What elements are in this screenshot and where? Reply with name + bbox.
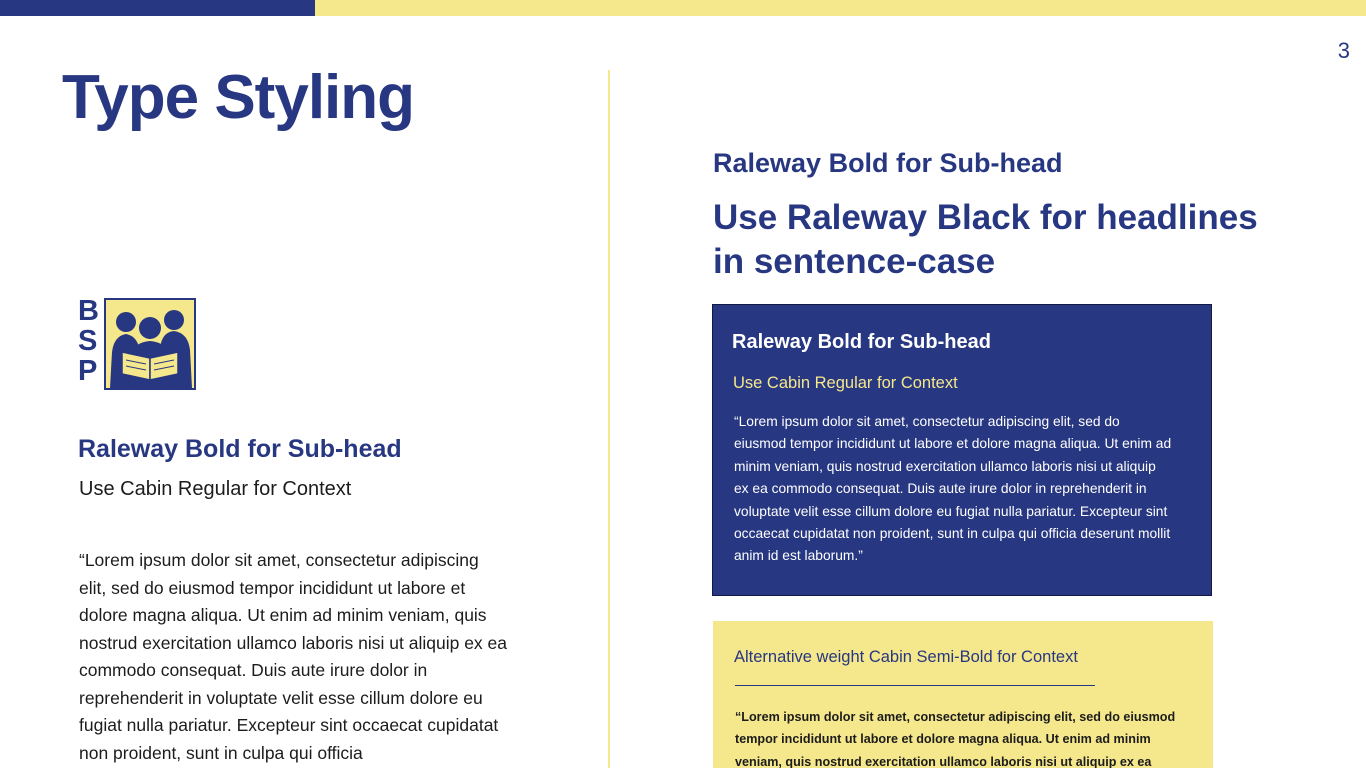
left-body-text: “Lorem ipsum dolor sit amet, consectetur adipiscing elit, sed do eiusmod tempor incididunt ut labore et dolore magna aliqua. Ut enim ad minim veniam, quis nostrud exercitation ullamco laboris nisi ut aliquip ex ea commodo consequat. Duis aute irure dolor in reprehenderit in voluptate velit esse cillum dolore eu fugiat nulla pariatur. Excepteur sint occaecat cupidatat non proident, sunt in culpa qui officia [79, 550, 508, 763]
yellow-card-body-text: “Lorem ipsum dolor sit amet, consectetur adipiscing elit, sed do eiusmod tempor incididunt ut labore et dolore magna aliqua. Ut enim ad minim veniam, quis nostrud exercitation ullamco laboris nisi ut aliquip ex ea [735, 710, 1176, 768]
logo-letters [78, 296, 102, 386]
page-title: Type Styling [62, 63, 415, 132]
navy-card-body-text: “Lorem ipsum dolor sit amet, consectetur adipiscing elit, sed do eiusmod tempor incididunt ut labore et dolore magna aliqua. Ut enim ad minim veniam, quis nostrud exercitation ullamco laboris nisi ut aliquip ex ea commodo consequat. Duis aute irure dolor in reprehenderit in voluptate velit esse cillum dolore eu fugiat nulla pariatur. Excepteur sint occaecat cupidatat non proident, sunt in culpa qui officia deserunt mollit anim id est laborum.” [734, 414, 1172, 564]
top-accent-yellow [315, 0, 1366, 16]
navy-card-context: Use Cabin Regular for Context [733, 374, 958, 392]
bsp-logo [78, 295, 194, 390]
yellow-card-context: Alternative weight Cabin Semi-Bold for Context [734, 648, 1078, 666]
left-subhead: Raleway Bold for Sub-head [78, 435, 402, 463]
top-accent-bar [0, 0, 1366, 16]
top-accent-navy [0, 0, 315, 16]
logo-letter-p: P [78, 355, 98, 387]
logo-letter-b: B [78, 295, 99, 327]
logo-letter-s: S [78, 325, 98, 357]
column-divider [608, 70, 610, 768]
yellow-card-rule [735, 685, 1095, 686]
page-number: 3 [1337, 38, 1350, 63]
yellow-sample-card [713, 621, 1213, 768]
navy-card-subhead: Raleway Bold for Sub-head [732, 331, 991, 353]
right-headline: Use Raleway Black for headlines in sentence-case [713, 198, 1258, 281]
navy-sample-card [712, 304, 1212, 596]
right-subhead: Raleway Bold for Sub-head [713, 148, 1063, 178]
left-context: Use Cabin Regular for Context [79, 478, 352, 500]
readers-silhouette-icon [104, 298, 196, 390]
